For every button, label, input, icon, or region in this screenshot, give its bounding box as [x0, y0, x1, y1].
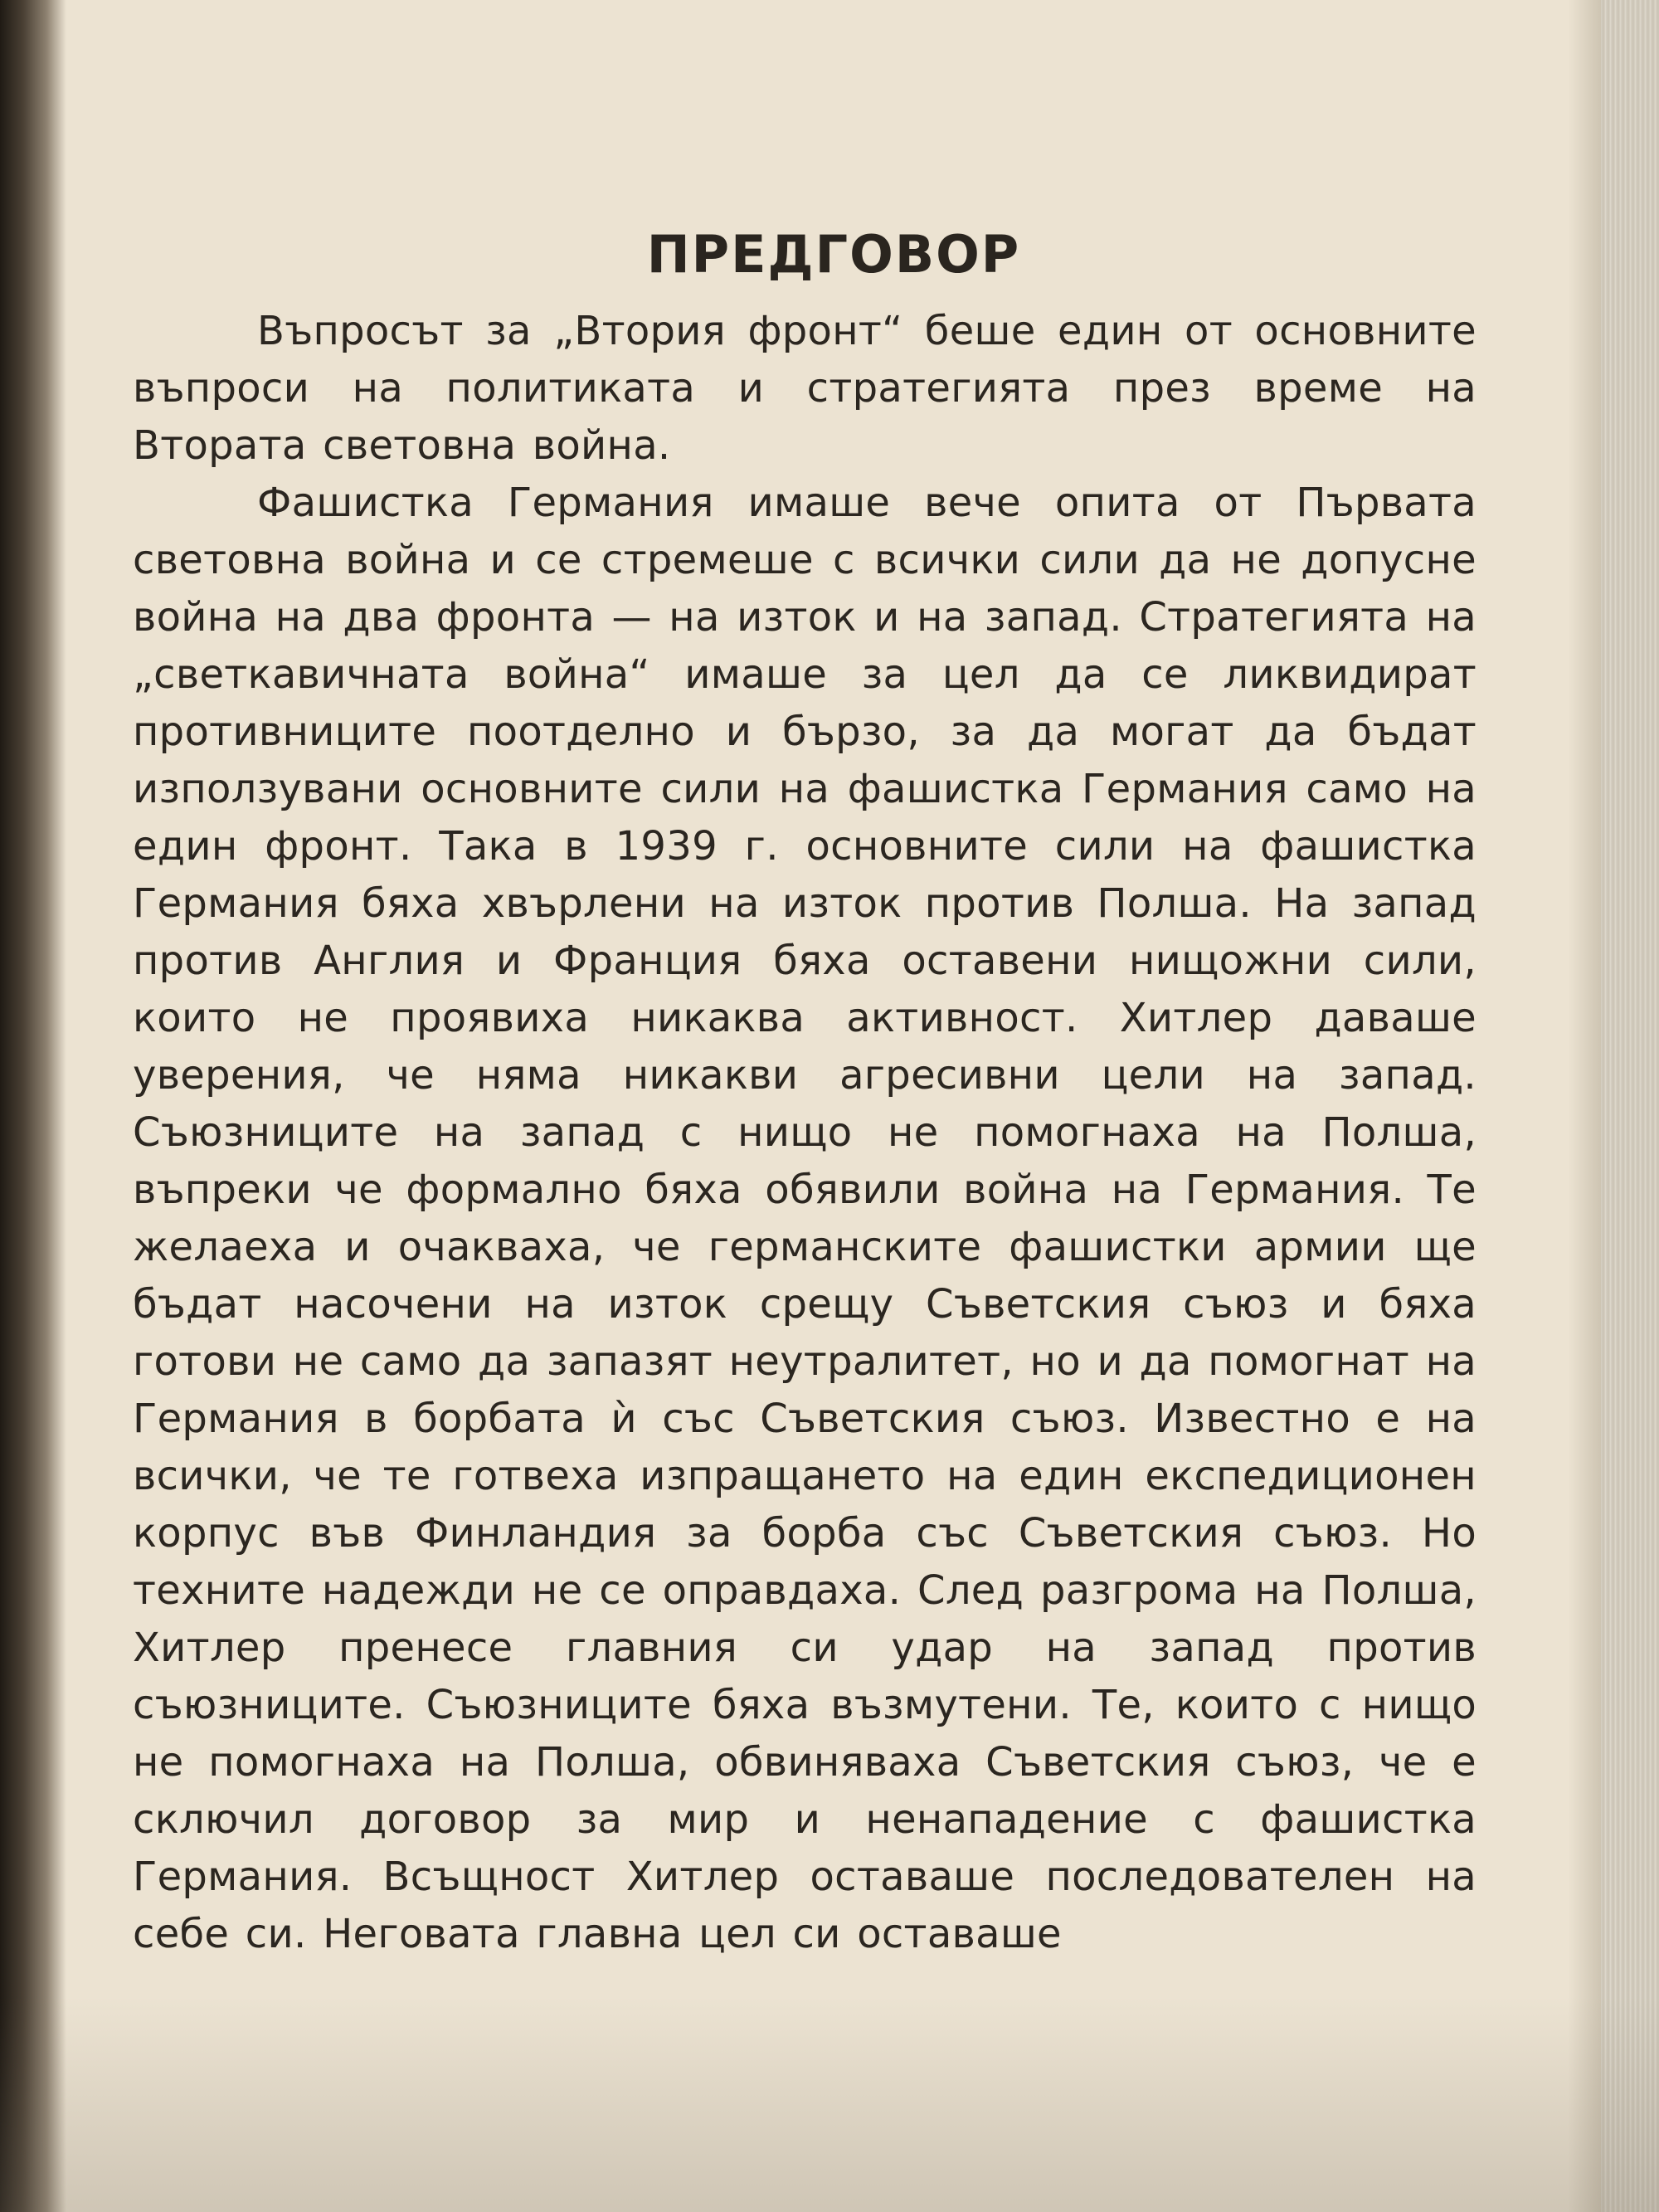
- book-page: [133, 224, 1477, 1963]
- chapter-title: ПРЕДГОВОР: [646, 224, 1021, 285]
- page-bottom-shade: [0, 1996, 1659, 2212]
- paragraph-2: Фашистка Германия имаше вече опита от Първата световна война и се стремеше с всички сили да не допусне война на два фронта — на изток и на запад. Стратегията на „светкавичната война“ имаше за цел да се ликвидират противниците поотделно и бързо, за да могат да бъдат използувани основните сили на фашистка Германия само на един фронт. Така в 1939 г. основните сили на фашистка Германия бяха хвърлени на изток против Полша. На запад против Англия и Франция бяха оставени нищожни сили, които не проявиха никаква активност. Хитлер даваше уверения, че няма никакви агресивни цели на запад. Съюзниците на запад с нищо не помогнаха на Полша, въпреки че формално бяха обявили война на Германия. Те желаеха и очакваха, че германските фашистки армии ще бъдат насочени на изток срещу Съветския съюз и бяха готови не само да запазят неутралитет, но и да помогнат на Германия в борбата ѝ със Съветския съюз. Известно е на всички, че те готвеха изпращането на един експедиционен корпус във Финландия за борба със Съветския съюз. Но техните надежди не се оправдаха. След разгрома на Полша, Хитлер пренесе главния си удар на запад против съюзниците. Съюзниците бяха възмутени. Те, които с нищо не помогнаха на Полша, обвиняваха Съветския съюз, че е сключил договор за мир и ненападение с фашистка Германия. Всъщност Хитлер оставаше последователен на себе си. Неговата главна цел си оставаше: [133, 480, 1477, 1957]
- page-edge-shadow: [1568, 0, 1601, 2212]
- book-page-edges: [1601, 0, 1659, 2212]
- book-spine-shadow: [0, 0, 66, 2212]
- paragraph-1: Въпросът за „Втория фронт“ беше един от основните въпроси на политиката и стратегията през време на Втората световна война.: [133, 308, 1477, 469]
